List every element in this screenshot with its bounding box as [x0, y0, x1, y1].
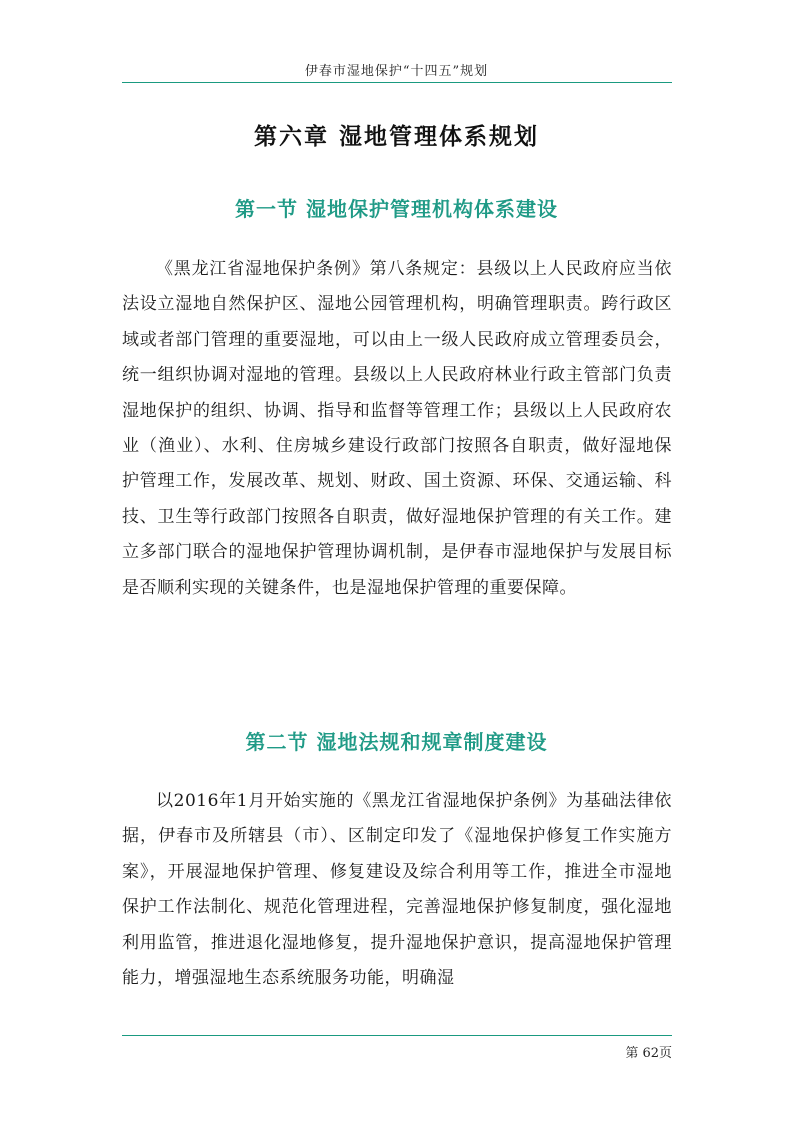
page-number: 第 62页: [625, 1046, 672, 1061]
chapter-title: 第六章 湿地管理体系规划: [253, 124, 539, 150]
footer-divider: [122, 1035, 672, 1036]
section-heading-1: 第一节 湿地保护管理机构体系建设: [235, 197, 558, 221]
running-header: 伊春市湿地保护“十四五”规划: [304, 64, 489, 79]
section-paragraph-1: 《黑龙江省湿地保护条例》第八条规定：县级以上人民政府应当依法设立湿地自然保护区、湿地公园管理机构，明确管理职责。跨行政区域或者部门管理的重要湿地，可以由上一级人民政府成立管理委员会，统一组织协调对湿地的管理。县级以上人民政府林业行政主管部门负责湿地保护的组织、协调、指导和监督等管理工作；县级以上人民政府农业（渔业）、水利、住房城乡建设行政部门按照各自职责，做好湿地保护管理工作，发展改革、规划、财政、国土资源、环保、交通运输、科技、卫生等行政部门按照各自职责，做好湿地保护管理的有关工作。建立多部门联合的湿地保护管理协调机制，是伊春市湿地保护与发展目标是否顺利实现的关键条件，也是湿地保护管理的重要保障。: [122, 259, 672, 598]
section-heading-2: 第二节 湿地法规和规章制度建设: [245, 730, 548, 754]
header-divider: [122, 82, 672, 83]
section-paragraph-2: 以2016年1月开始实施的《黑龙江省湿地保护条例》为基础法律依据，伊春市及所辖县（市）、区制定印发了《湿地保护修复工作实施方案》，开展湿地保护管理、修复建设及综合利用等工作，推进全市湿地保护工作法制化、规范化管理进程，完善湿地保护修复制度，强化湿地利用监管，推进退化湿地修复，提升湿地保护意识，提高湿地保护管理能力，增强湿地生态系统服务功能，明确湿: [122, 791, 672, 989]
